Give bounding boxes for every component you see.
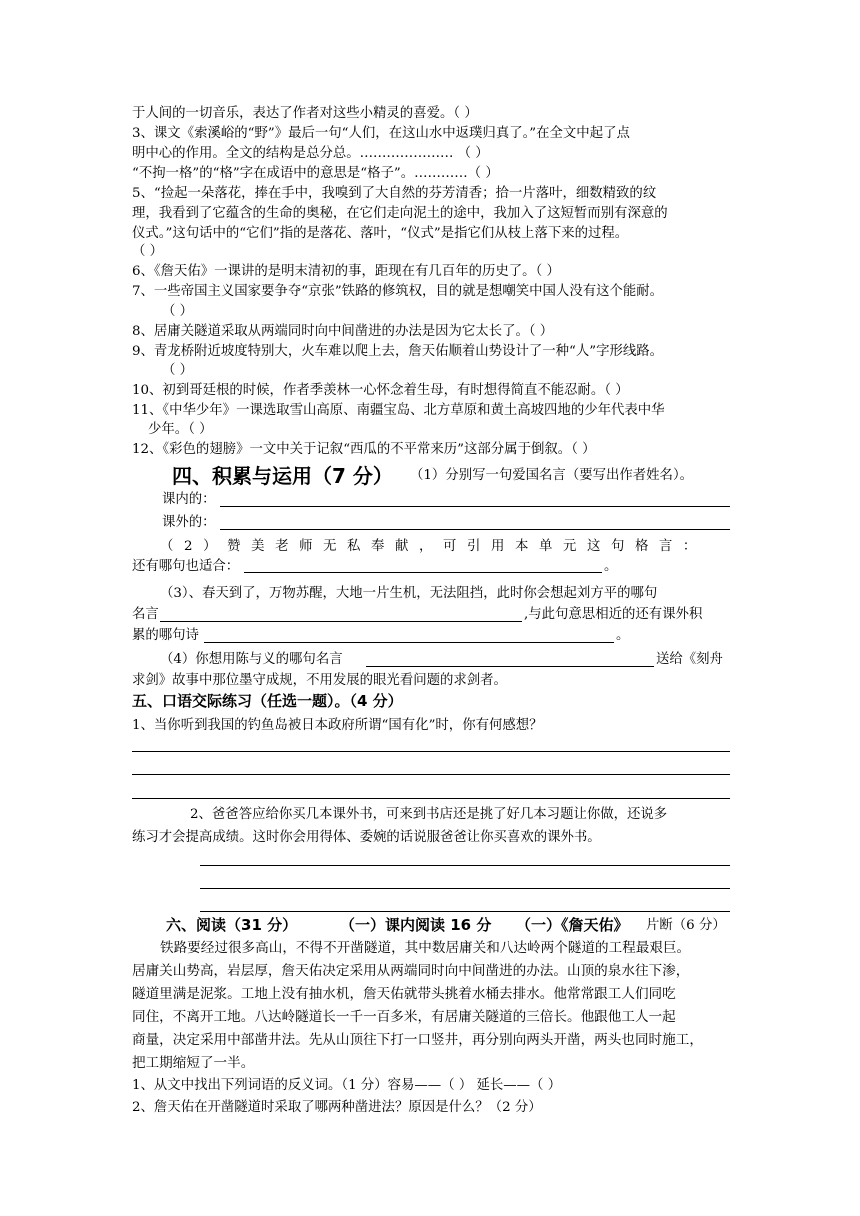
judge-q10: 10、初到哥廷根的时候，作者季羡林一心怀念着生母，有时想得简直不能忍耐。（ ） [132,383,629,398]
judge-q11-line2: 少年。（ ） [148,422,213,437]
section6-subtitle-2: （一）《詹天佑》 [516,916,629,934]
section5-answer-line-3[interactable] [132,798,730,799]
section4-q4-line[interactable] [366,666,654,667]
section4-q2-label: 还有哪句也适合： [132,559,240,574]
section5-answer-line-2[interactable] [132,774,730,775]
section4-q4-prefix: （4）你想用陈与义的哪句名言 [160,652,343,667]
section4-q3-prefix: 名言 [132,607,159,622]
judge-q7-answer-box: （ ） [162,304,194,319]
section5-q2-line1: 2、爸爸答应给你买几本课外书，可来到书店还是挑了好几本习题让你做，还说多 [190,807,668,822]
passage-line-1: 铁路要经过很多高山，不得不开凿隧道，其中数居庸关和八达岭两个隧道的工程最艰巨。 [160,940,691,956]
judge-q5-line2: 理，我看到了它蕴含的生命的奥秘，在它们走向泥土的途中，我加入了这短暂而别有深意的 [132,206,668,221]
section4-q2-line1: （2）赞美老师无私奉献，可引用本单元这句格言： [160,539,707,554]
section5-q1: 1、当你听到我国的钓鱼岛被日本政府所谓“国有化”时，你有何感想？ [132,718,543,733]
judge-q8: 8、居庸关隧道采取从两端同时向中间凿进的办法是因为它太长了。（ ） [132,324,554,339]
judge-q12: 12、《彩色的翅膀》一文中关于记叙“西瓜的不平常来历”这部分属于倒叙。（ ） [132,442,596,457]
inner-quote-line[interactable] [220,506,730,507]
judge-q3-line1: 3、课文《索溪峪的“野”》最后一句“人们，在这山水中返璞归真了。”在全文中起了点 [132,126,630,141]
section5-answer-line-4[interactable] [200,865,730,866]
passage-line-5: 商量，决定采用中部凿井法。先从山顶往下打一口竖井，再分别向两头开凿，两头也同时施工， [132,1032,703,1048]
section6-subtitle-2-score: 片断（6 分） [646,918,726,933]
section5-title: 五、口语交际练习（任选一题）。（4 分） [132,692,403,710]
section5-answer-line-6[interactable] [200,911,730,912]
section4-q3-end: 。 [616,628,630,643]
judge-q11-line1: 11、《中华少年》一课选取雪山高原、南疆宝岛、北方草原和黄土高坡四地的少年代表中华 [132,403,665,418]
section4-title: 四、积累与运用（7 分） [172,464,393,488]
section5-answer-line-1[interactable] [132,751,730,752]
section5-q2-line2: 练习才会提高成绩。这时你会用得体、委婉的话说服爸爸让你买喜欢的课外书。 [132,830,601,845]
judge-q5-line1: 5、“捡起一朵落花，捧在手中，我嗅到了大自然的芬芳清香；拾一片落叶，细数精致的纹 [132,186,657,201]
section4-q3-prefix2: 累的哪句诗 [132,628,199,643]
section6-q1: 1、从文中找出下列词语的反义词。（1 分）容易——（ ） 延长——（ ） [132,1078,562,1093]
section4-q2-line[interactable] [244,572,602,573]
section4-q4-suffix: 送给《刻舟 [656,652,723,667]
judge-q3-line2: 明中心的作用。全文的结构是总分总。………………… （ ） [132,146,489,161]
judge-line-1: 于人间的一切音乐，表达了作者对这些小精灵的喜爱。（ ） [132,106,478,121]
passage-line-6: 把工期缩短了一半。 [132,1055,255,1071]
section4-q3-suffix: ,与此句意思相近的还有课外积 [524,607,703,622]
outer-quote-label: 课外的： [162,515,216,530]
judge-q9-line1: 9、青龙桥附近坡度特别大，火车难以爬上去，詹天佑顺着山势设计了一种“人”字形线路。 [132,344,664,359]
section5-answer-line-5[interactable] [200,888,730,889]
outer-quote-line[interactable] [220,529,730,530]
section6-title: 六、阅读（31 分） [166,916,298,934]
judge-q6: 6、《詹天佑》一课讲的是明末清初的事，距现在有几百年的历史了。（ ） [132,264,560,279]
passage-line-3: 隧道里满是泥浆。工地上没有抽水机，詹天佑就带头挑着水桶去排水。他常常跟工人们同吃 [132,986,676,1002]
section4-q2-end: 。 [604,559,618,574]
section4-q3-line-b[interactable] [204,642,614,643]
section4-q3-line-a[interactable] [160,621,522,622]
section4-q1: （1）分别写一句爱国名言（要写出作者姓名）。 [410,468,694,483]
section4-q3-line1: （3）、春天到了，万物苏醒，大地一片生机，无法阻挡，此时你会想起刘方平的哪句 [160,586,658,601]
passage-line-4: 同住，不离开工地。八达岭隧道长一千一百多米，有居庸关隧道的三倍长。他跟他工人一起 [132,1009,676,1025]
section6-subtitle-1: （一）课内阅读 16 分 [340,916,492,934]
judge-q7-line1: 7、一些帝国主义国家要争夺“京张”铁路的修筑权，目的就是想嘲笑中国人没有这个能耐。 [132,284,664,299]
judge-q5-line3: 仪式。”这句话中的“它们”指的是落花、落叶，“仪式”是指它们从枝上落下来的过程。 [132,226,629,241]
section4-q4-line2: 求剑》故事中那位墨守成规，不用发展的眼光看问题的求剑者。 [132,673,507,688]
section6-q2: 2、詹天佑在开凿隧道时采取了哪两种凿进法？原因是什么？（2 分） [132,1100,542,1115]
inner-quote-label: 课内的： [162,492,216,507]
judge-q4: “不拘一格”的“格”字在成语中的意思是“格子”。…………（ ） [132,166,499,181]
passage-line-2: 居庸关山势高，岩层厚，詹天佑决定采用从两端同时向中间凿进的办法。山顶的泉水往下渗， [132,963,690,979]
judge-q9-answer-box: （ ） [162,363,194,378]
judge-q5-answer-box: （ ） [132,244,164,259]
